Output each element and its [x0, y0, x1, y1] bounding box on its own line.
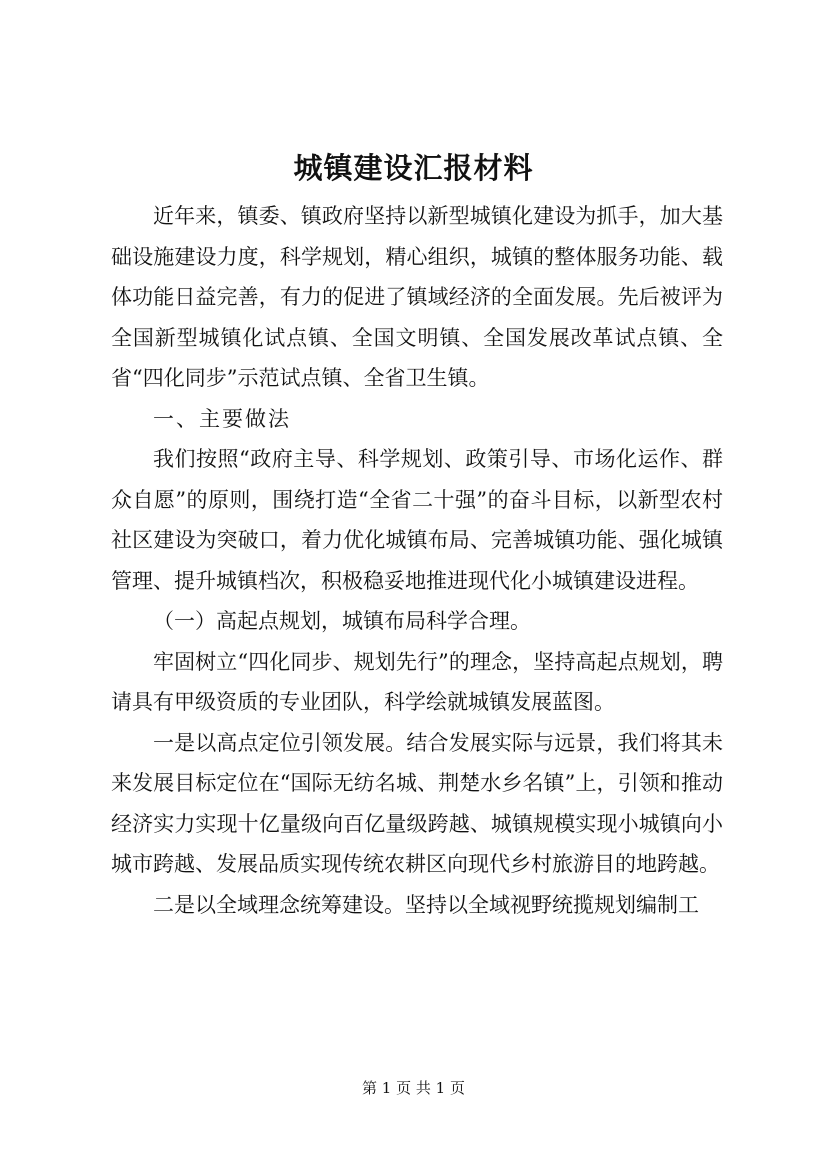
- paragraph-intro: 近年来，镇委、镇政府坚持以新型城镇化建设为抓手，加大基础设施建设力度，科学规划，精心组织，城镇的整体服务功能、载体功能日益完善，有力的促进了镇域经济的全面发展。先后被评为全国新型城镇化试点镇、全国文明镇、全国发展改革试点镇、全省“四化同步”示范试点镇、全省卫生镇。: [111, 204, 723, 390]
- section-heading-main-practices: 一、主要做法: [153, 406, 291, 431]
- paragraph-principles: 我们按照“政府主导、科学规划、政策引导、市场化运作、群众自愿”的原则，围绕打造“全省二十强”的奋斗目标，以新型农村社区建设为突破口，着力优化城镇布局、完善城镇功能、强化城镇管理、提升城镇档次，积极稳妥地推进现代化小城镇建设进程。: [111, 447, 723, 593]
- paragraph-point-one: 一是以高点定位引领发展。结合发展实际与远景，我们将其未来发展目标定位在“国际无纺名城、荆楚水乡名镇”上，引领和推动经济实力实现十亿量级向百亿量级跨越、城镇规模实现小城镇向小城市跨越、发展品质实现传统农耕区向现代乡村旅游目的地跨越。: [111, 730, 723, 876]
- page-footer: 第 1 页 共 1 页: [362, 1079, 465, 1097]
- paragraph-planning-concept: 牢固树立“四化同步、规划先行”的理念，坚持高起点规划，聘请具有甲级资质的专业团队，科学绘就城镇发展蓝图。: [111, 649, 723, 714]
- subsection-heading-planning: （一）高起点规划，城镇布局科学合理。: [153, 609, 531, 633]
- paragraph-point-two: 二是以全域理念统筹建设。坚持以全域视野统揽规划编制工: [153, 892, 699, 917]
- document-title: 城镇建设汇报材料: [293, 151, 534, 185]
- document-body: [111, 196, 723, 925]
